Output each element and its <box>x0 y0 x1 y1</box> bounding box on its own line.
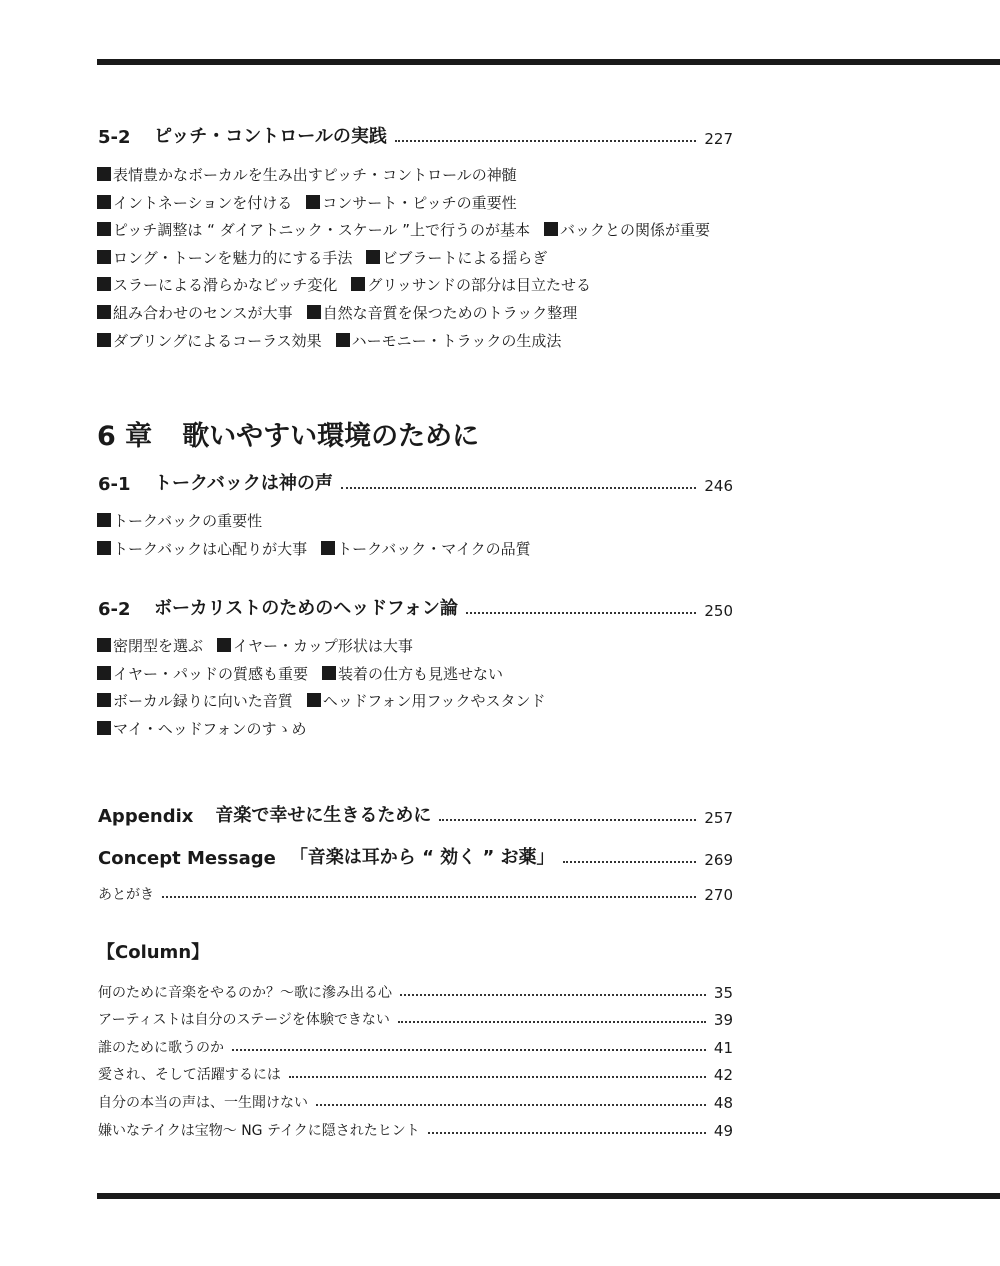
black-square-bullet-icon <box>97 222 111 236</box>
subtopic-line <box>97 300 710 328</box>
subtopic-list-5-2 <box>97 162 710 355</box>
page-number: 41 <box>713 1039 733 1057</box>
dot-leader <box>428 1132 706 1134</box>
subtopic-item <box>322 665 503 683</box>
subtopic-line <box>97 245 710 273</box>
subtopic-item <box>97 692 293 710</box>
column-entry[interactable] <box>98 982 733 1002</box>
appendix-label: Appendix <box>98 806 194 827</box>
column-title: 自分の本当の声は、一生聞けない <box>98 1095 308 1111</box>
black-square-bullet-icon <box>544 222 558 236</box>
toc-afterword[interactable] <box>98 884 733 904</box>
dot-leader <box>162 896 696 898</box>
subtopic-text: コンサート・ピッチの重要性 <box>322 193 517 212</box>
section-number: 6-1 <box>98 474 131 495</box>
black-square-bullet-icon <box>336 333 350 347</box>
subtopic-item <box>97 637 203 655</box>
subtopic-text: ヘッドフォン用フックやスタンド <box>322 692 546 711</box>
black-square-bullet-icon <box>97 305 111 319</box>
dot-leader <box>400 994 706 996</box>
subtopic-text: ボーカル録りに向いた音質 <box>113 692 293 711</box>
subtopic-text: 密閉型を選ぶ <box>113 637 204 655</box>
dot-leader <box>563 861 697 863</box>
black-square-bullet-icon <box>306 195 320 209</box>
concept-label: Concept Message <box>98 848 276 869</box>
subtopic-text: マイ・ヘッドフォンのすゝめ <box>113 719 307 738</box>
dot-leader <box>398 1021 706 1023</box>
column-entry[interactable] <box>98 1064 733 1084</box>
toc-section-5-2[interactable] <box>98 122 733 148</box>
column-title: 何のために音楽をやるのか？〜歌に滲み出る心 <box>98 985 392 1001</box>
column-title: 愛され、そして活躍するには <box>98 1067 281 1083</box>
black-square-bullet-icon <box>97 333 111 347</box>
page-number: 246 <box>704 477 733 495</box>
column-entry[interactable] <box>98 1120 733 1140</box>
page-number: 269 <box>704 851 733 869</box>
dot-leader <box>466 612 697 614</box>
subtopic-line <box>97 328 710 356</box>
subtopic-line <box>97 688 545 716</box>
column-heading: 【Column】 <box>97 942 210 963</box>
dot-leader <box>232 1049 706 1051</box>
section-title: ピッチ・コントロールの実践 <box>154 126 387 147</box>
black-square-bullet-icon <box>97 666 111 680</box>
subtopic-item <box>97 194 292 212</box>
subtopic-text: 自然な音質を保つためのトラック整理 <box>322 303 578 322</box>
subtopic-text: スラーによる滑らかなピッチ変化 <box>113 276 338 295</box>
black-square-bullet-icon <box>97 167 111 181</box>
chapter-title <box>97 414 479 453</box>
concept-title: 「音楽は耳から “ 効く ” お薬」 <box>289 847 555 868</box>
subtopic-text: イヤー・カップ形状は大事 <box>233 637 413 655</box>
black-square-bullet-icon <box>217 638 231 652</box>
subtopic-text: 組み合わせのセンスが大事 <box>113 303 293 322</box>
subtopic-item <box>97 249 352 267</box>
black-square-bullet-icon <box>97 250 111 264</box>
black-square-bullet-icon <box>307 305 321 319</box>
black-square-bullet-icon <box>97 721 111 735</box>
page-number: 227 <box>704 130 733 148</box>
column-entry[interactable] <box>98 1037 733 1057</box>
black-square-bullet-icon <box>97 693 111 707</box>
toc-concept-message[interactable] <box>98 843 733 869</box>
afterword-title: あとがき <box>98 887 154 903</box>
black-square-bullet-icon <box>321 541 335 555</box>
top-rule <box>97 59 1000 65</box>
page-number: 48 <box>713 1094 733 1112</box>
bottom-rule <box>97 1193 1000 1199</box>
subtopic-item <box>351 276 591 294</box>
subtopic-text: ダブリングによるコーラス効果 <box>113 331 322 350</box>
black-square-bullet-icon <box>97 513 111 527</box>
toc-section-6-1[interactable] <box>98 469 733 495</box>
page-number: 270 <box>704 886 733 904</box>
subtopic-line <box>97 162 710 190</box>
subtopic-line <box>97 508 531 536</box>
subtopic-text: トークバックは心配りが大事 <box>113 539 308 558</box>
subtopic-item <box>97 221 530 239</box>
section-number: 5-2 <box>98 127 131 148</box>
page-number: 49 <box>713 1122 733 1140</box>
black-square-bullet-icon <box>366 250 380 264</box>
section-title: ボーカリストのためのヘッドフォン論 <box>154 598 458 619</box>
toc-appendix[interactable] <box>98 801 733 827</box>
subtopic-line <box>97 190 710 218</box>
section-number: 6-2 <box>98 599 131 620</box>
dot-leader <box>395 140 696 142</box>
subtopic-item <box>366 249 547 267</box>
chapter-name: 歌いやすい環境のために <box>182 421 480 452</box>
subtopic-list-6-2 <box>97 633 545 743</box>
subtopic-item <box>307 692 546 710</box>
column-title: 嫌いなテイクは宝物〜 NG テイクに隠されたヒント <box>98 1123 420 1139</box>
subtopic-item <box>97 720 307 738</box>
page-number: 250 <box>704 602 733 620</box>
black-square-bullet-icon <box>351 277 365 291</box>
subtopic-item <box>97 512 262 530</box>
page-number: 257 <box>704 809 733 827</box>
subtopic-item <box>321 540 531 558</box>
subtopic-text: バックとの関係が重要 <box>560 221 711 240</box>
black-square-bullet-icon <box>97 195 111 209</box>
page-number: 35 <box>713 984 733 1002</box>
subtopic-text: ビブラートによる揺らぎ <box>382 248 548 267</box>
black-square-bullet-icon <box>97 277 111 291</box>
subtopic-line <box>97 536 531 564</box>
dot-leader <box>316 1104 706 1106</box>
column-entry[interactable] <box>98 1092 733 1112</box>
chapter-number: 6 章 <box>97 421 153 452</box>
subtopic-item <box>97 276 337 294</box>
black-square-bullet-icon <box>97 541 111 555</box>
subtopic-line <box>97 633 545 661</box>
subtopic-text: トークバックの重要性 <box>113 512 263 530</box>
subtopic-text: ハーモニー・トラックの生成法 <box>351 331 562 350</box>
subtopic-item <box>97 665 308 683</box>
subtopic-item <box>544 221 710 239</box>
subtopic-text: 表情豊かなボーカルを生み出すピッチ・コントロールの神髄 <box>113 166 517 184</box>
appendix-title: 音楽で幸せに生きるために <box>215 805 432 826</box>
black-square-bullet-icon <box>307 693 321 707</box>
subtopic-text: グリッサンドの部分は目立たせる <box>367 276 592 295</box>
toc-section-6-2[interactable] <box>98 594 733 620</box>
subtopic-item <box>336 332 562 350</box>
page-number: 42 <box>713 1066 733 1084</box>
subtopic-item <box>306 194 516 212</box>
subtopic-item <box>307 304 578 322</box>
section-title: トークバックは神の声 <box>154 473 333 494</box>
subtopic-line <box>97 661 545 689</box>
dot-leader <box>341 487 696 489</box>
subtopic-text: ピッチ調整は “ ダイアトニック・スケール ”上で行うのが基本 <box>113 221 530 240</box>
subtopic-item <box>97 540 307 558</box>
dot-leader <box>289 1076 706 1078</box>
subtopic-text: ロング・トーンを魅力的にする手法 <box>113 248 353 267</box>
dot-leader <box>439 819 696 821</box>
column-entry[interactable] <box>98 1009 733 1029</box>
subtopic-line <box>97 716 545 744</box>
subtopic-line <box>97 272 710 300</box>
black-square-bullet-icon <box>97 638 111 652</box>
subtopic-item <box>97 304 293 322</box>
subtopic-item <box>217 637 413 655</box>
page-number: 39 <box>713 1011 733 1029</box>
subtopic-item <box>97 332 322 350</box>
subtopic-item <box>97 166 517 184</box>
subtopic-list-6-1 <box>97 508 531 563</box>
subtopic-text: イントネーションを付ける <box>113 193 293 212</box>
subtopic-text: 装着の仕方も見逃せない <box>338 664 504 683</box>
subtopic-text: トークバック・マイクの品質 <box>337 539 531 558</box>
subtopic-line <box>97 217 710 245</box>
subtopic-text: イヤー・パッドの質感も重要 <box>113 664 309 683</box>
column-title: 誰のために歌うのか <box>98 1040 224 1056</box>
black-square-bullet-icon <box>322 666 336 680</box>
column-title: アーティストは自分のステージを体験できない <box>98 1012 390 1028</box>
